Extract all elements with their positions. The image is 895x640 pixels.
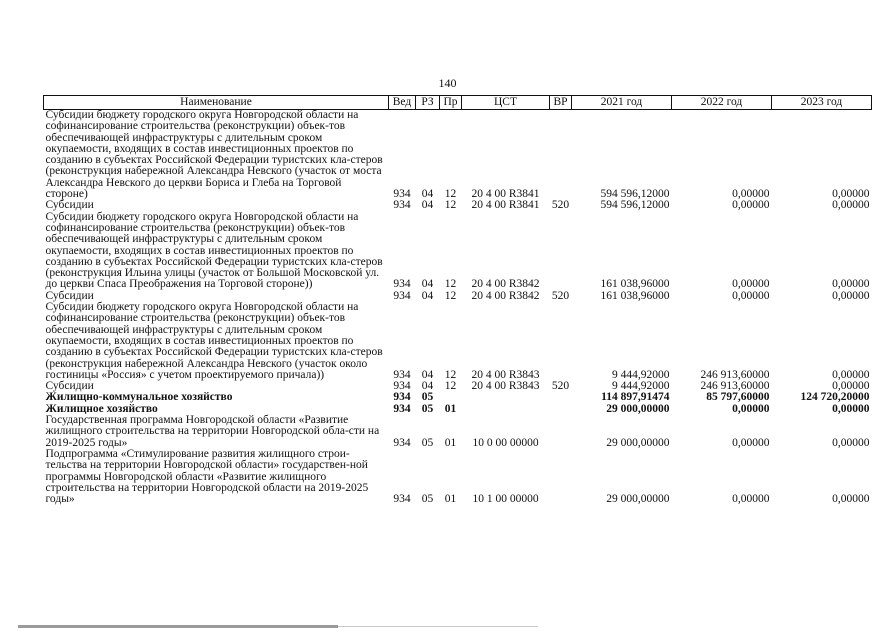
cell-y2021: 9 444,92000 — [612, 380, 670, 393]
cell-cst — [462, 404, 550, 415]
cell-ved: 934 — [393, 493, 411, 506]
cell-y2021: 29 000,00000 — [606, 436, 670, 449]
cell-y2022: 0,00000 — [732, 436, 770, 449]
cell-cst: 20 4 00 R3841 — [471, 188, 540, 201]
cell-ved: 934 — [393, 436, 411, 449]
cell-y2021: 161 038,96000 — [600, 278, 670, 291]
cell-y2021: 161 038,96000 — [600, 289, 670, 302]
cell-y2023: 0,00000 — [832, 188, 870, 201]
cell-cst: 20 4 00 R3843 — [471, 368, 540, 381]
cell-name: Подпрограмма «Стимулирование развития жилищного строи-тельства на территории Новгородской области» государствен-ной программы Новгородской области «Развитие жилищного строительства на территории Новгородской области на 2019-2025 годы» — [45, 447, 369, 506]
cell-name: Субсидии — [45, 199, 94, 212]
cell-ved: 934 — [393, 391, 411, 404]
cell-y2023: 124 720,20000 — [800, 391, 870, 404]
cell-y2021: 114 897,91474 — [601, 391, 670, 404]
cell-y2022: 0,00000 — [732, 188, 770, 201]
scan-edge-line-faint — [338, 626, 538, 627]
cell-vr: 520 — [551, 289, 570, 302]
cell-y2021: 29 000,00000 — [606, 402, 670, 415]
cell-pr: 12 — [444, 278, 457, 291]
cell-rz: 04 — [421, 380, 434, 393]
cell-cst: 20 4 00 R3841 — [471, 199, 540, 212]
cell-y2021: 594 596,12000 — [600, 188, 670, 201]
cell-ved: 934 — [393, 289, 411, 302]
column-header-cst: ЦСТ — [462, 96, 550, 110]
column-header-pr: Пр — [440, 96, 462, 110]
cell-y2022: 0,00000 — [732, 402, 770, 415]
column-header-vr: ВР — [550, 96, 572, 110]
cell-cst: 20 4 00 R3843 — [471, 380, 540, 393]
cell-y2023: 0,00000 — [832, 493, 870, 506]
table-row — [44, 110, 872, 201]
cell-rz: 05 — [421, 493, 434, 506]
cell-vr — [550, 302, 572, 381]
page-number: 140 — [438, 76, 457, 90]
cell-ved: 934 — [393, 380, 411, 393]
cell-ved: 934 — [393, 278, 411, 291]
cell-name: Субсидии бюджету городского округа Новгородской области на софинансирование строительства (реконструкции) объек-тов обеспечивающей инфраструктуры с длительным сроком окупаемости, входящих в состав инвестиционных проектов по созданию в субъектах Российской Федерации туристских кла-стеров (реконструкция Ильина улицы (участок от Большой Московской ул. до церкви Спаса Преображения на Торговой стороне)) — [45, 210, 383, 291]
cell-name: Субсидии — [45, 380, 94, 393]
cell-pr: 01 — [444, 493, 457, 506]
cell-y2023: 0,00000 — [832, 368, 870, 381]
cell-vr: 520 — [551, 380, 570, 393]
scan-edge-line — [18, 625, 338, 628]
cell-ved: 934 — [393, 402, 411, 415]
table-row — [44, 449, 872, 505]
table-row — [44, 415, 872, 449]
cell-name: Субсидии — [45, 289, 94, 302]
cell-cst: 20 4 00 R3842 — [471, 278, 540, 291]
cell-cst: 20 4 00 R3842 — [471, 289, 540, 302]
cell-y2022: 0,00000 — [732, 289, 770, 302]
cell-y2021: 594 596,12000 — [600, 199, 670, 212]
cell-vr — [550, 415, 572, 449]
cell-name: Субсидии бюджету городского округа Новгородской области на софинансирование строительства (реконструкции) объек-тов обеспечивающей инфраструктуры с длительным сроком окупаемости, входящих в состав инвестиционных проектов по созданию в субъектах Российской Федерации туристских кла-стеров (реконструкция набережной Александра Невского (участок от моста Александра Невского до церкви Бориса и Глеба на Торговой стороне) — [45, 109, 383, 201]
cell-rz: 04 — [421, 199, 434, 212]
cell-pr: 12 — [444, 368, 457, 381]
cell-name: Жилищно-коммунальное хозяйство — [45, 391, 233, 404]
cell-vr — [550, 449, 572, 505]
cell-y2023: 0,00000 — [832, 380, 870, 393]
cell-y2021: 29 000,00000 — [606, 493, 670, 506]
cell-pr: 12 — [444, 289, 457, 302]
cell-y2022: 0,00000 — [732, 493, 770, 506]
cell-pr: 12 — [444, 380, 457, 393]
cell-rz: 05 — [421, 436, 434, 449]
cell-rz: 04 — [421, 188, 434, 201]
cell-name: Государственная программа Новгородской области «Развитие жилищного строительства на территории Новгородской обла-сти на 2019-2025 годы» — [45, 414, 380, 449]
cell-pr: 01 — [444, 402, 457, 415]
cell-vr — [550, 110, 572, 201]
cell-y2023: 0,00000 — [832, 436, 870, 449]
table-body — [44, 110, 872, 506]
cell-name: Жилищное хозяйство — [45, 402, 158, 415]
cell-rz: 05 — [421, 402, 434, 415]
cell-y2022: 246 913,60000 — [700, 368, 770, 381]
cell-ved: 934 — [393, 368, 411, 381]
cell-y2022: 0,00000 — [732, 278, 770, 291]
cell-vr — [550, 392, 572, 403]
cell-y2022: 85 797,60000 — [706, 391, 770, 404]
cell-rz: 04 — [421, 278, 434, 291]
budget-table — [43, 95, 872, 505]
cell-y2021: 9 444,92000 — [612, 368, 670, 381]
column-header-rz: РЗ — [416, 96, 440, 110]
cell-cst: 10 0 00 00000 — [472, 436, 539, 449]
table-row — [44, 302, 872, 381]
cell-y2023: 0,00000 — [832, 289, 870, 302]
cell-ved: 934 — [393, 199, 411, 212]
cell-rz: 05 — [421, 391, 434, 404]
cell-vr — [550, 404, 572, 415]
cell-pr: 12 — [444, 199, 457, 212]
cell-pr: 12 — [444, 188, 457, 201]
column-header-name: Наименование — [44, 96, 389, 110]
table-header-row — [44, 96, 872, 110]
cell-cst — [462, 392, 550, 403]
cell-ved: 934 — [393, 188, 411, 201]
column-header-2023: 2023 год — [772, 96, 872, 110]
cell-rz: 04 — [421, 289, 434, 302]
cell-y2022: 0,00000 — [732, 199, 770, 212]
cell-vr: 520 — [551, 199, 570, 212]
cell-y2022: 246 913,60000 — [700, 380, 770, 393]
cell-vr — [550, 212, 572, 291]
table-row — [44, 212, 872, 291]
cell-y2023: 0,00000 — [832, 199, 870, 212]
cell-cst: 10 1 00 00000 — [472, 493, 539, 506]
cell-y2023: 0,00000 — [832, 402, 870, 415]
cell-rz: 04 — [421, 368, 434, 381]
cell-pr: 01 — [444, 436, 457, 449]
column-header-ved: Вед — [389, 96, 416, 110]
table-row — [44, 200, 872, 211]
cell-name: Субсидии бюджету городского округа Новгородской области на софинансирование строительства (реконструкции) объек-тов обеспечивающей инфраструктуры с длительным сроком окупаемости, входящих в состав инвестиционных проектов по созданию в субъектах Российской Федерации туристских кла-стеров (реконструкция набережной Александра Невского (участок около гостиницы «Россия» с учетом проектируемого причала)) — [45, 301, 383, 381]
column-header-2021: 2021 год — [572, 96, 672, 110]
cell-y2023: 0,00000 — [832, 278, 870, 291]
column-header-2022: 2022 год — [672, 96, 772, 110]
